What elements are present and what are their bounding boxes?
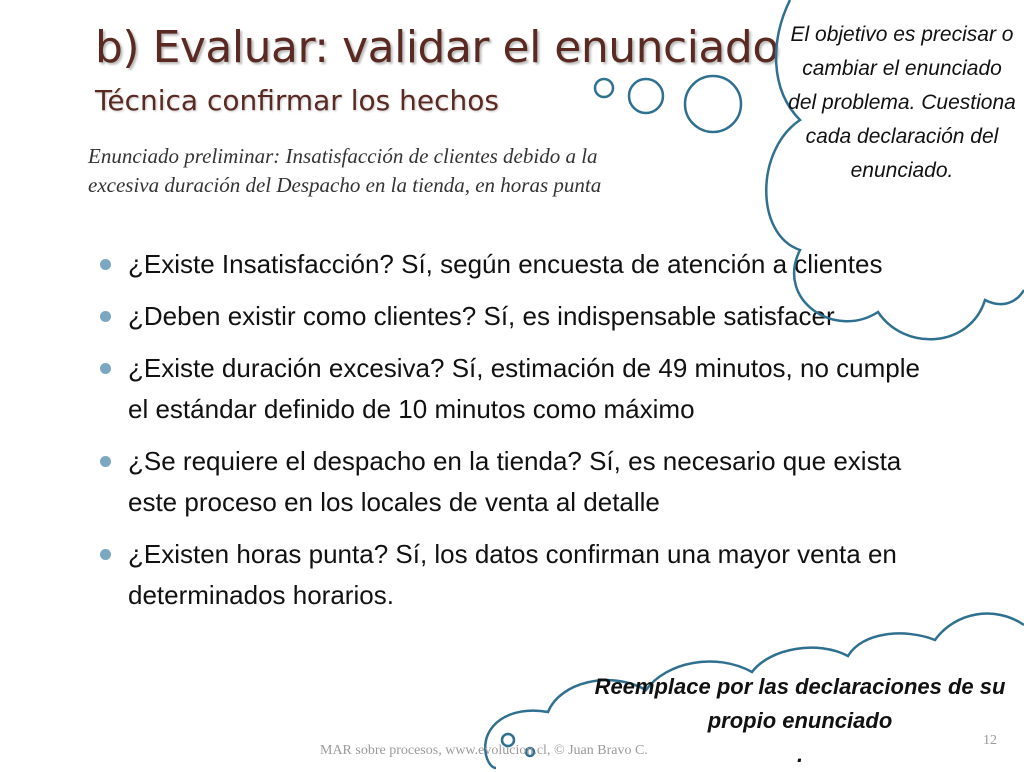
- bullet-text: ¿Existe Insatisfacción? Sí, según encuesta de atención a clientes: [128, 249, 883, 279]
- thought-bubble-icon: [629, 79, 663, 113]
- callout-replace-dot: .: [796, 742, 804, 767]
- footer-credit: MAR sobre procesos, www.evolucion.cl, © Juan Bravo C.: [320, 743, 648, 758]
- preliminary-line-2: excesiva duración del Despacho en la tienda, en horas punta: [88, 173, 602, 197]
- preliminary-line-1: Enunciado preliminar: Insatisfacción de clientes debido a la: [88, 144, 598, 168]
- bullet-text: ¿Deben existir como clientes? Sí, es indispensable satisfacer: [128, 301, 835, 331]
- callout-replace-text: Reemplace por las declaraciones de su propio enunciado: [594, 674, 1006, 733]
- page-number: 12: [983, 733, 997, 748]
- bullet-text: ¿Se requiere el despacho en la tienda? Sí, es necesario que exista este proceso en los locales de venta al detalle: [128, 446, 902, 517]
- callout-objective: El objetivo es precisar o cambiar el enunciado del problema. Cuestiona cada declaración del enunciado.: [788, 23, 1016, 182]
- bullet-text: ¿Existe duración excesiva? Sí, estimación de 49 minutos, no cumple el estándar definido de 10 minutos como máximo: [128, 353, 920, 424]
- thought-bubble-icon: [595, 79, 613, 97]
- thought-bubble-icon: [685, 76, 741, 132]
- slide-subtitle: Técnica confirmar los hechos: [95, 84, 499, 117]
- slide-title: b) Evaluar: validar el enunciado: [95, 22, 779, 73]
- bullet-text: ¿Existen horas punta? Sí, los datos confirman una mayor venta en determinados horarios.: [128, 539, 897, 610]
